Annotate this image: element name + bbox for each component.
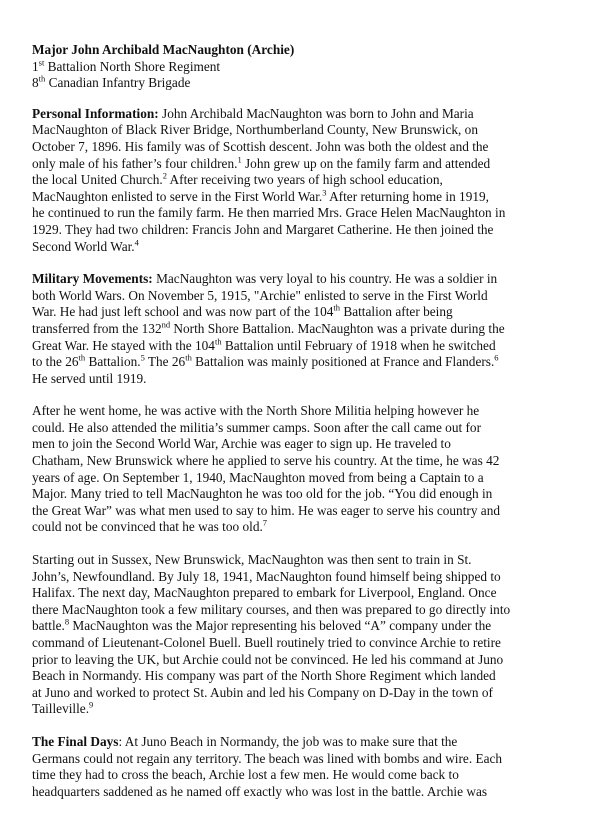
- text-run: Tailleville.: [32, 701, 90, 717]
- text-run: : At Juno Beach in Normandy, the job was to make sure that the: [118, 733, 458, 749]
- text-run: he continued to run the family farm. He then married Mrs. Grace Helen MacNaughton in: [32, 205, 506, 221]
- text-run: both World Wars. On November 5, 1915, "Archie" enlisted to serve in the First World: [32, 287, 488, 303]
- text-run: October 7, 1896. His family was of Scottish descent. John was both the oldest and the: [32, 138, 489, 154]
- superscript: 3: [322, 187, 327, 198]
- text-line: [32, 668, 560, 685]
- text-line: [32, 371, 560, 388]
- paragraph: [32, 106, 560, 255]
- text-line: [32, 618, 560, 635]
- text-line: [32, 139, 560, 156]
- text-line: [32, 222, 560, 239]
- text-line: [32, 321, 560, 338]
- text-line: [32, 635, 560, 652]
- superscript: nd: [161, 319, 171, 330]
- text-line: [32, 652, 560, 669]
- superscript: 2: [162, 170, 167, 181]
- brigade-number: 8: [32, 75, 39, 91]
- text-line: [32, 784, 560, 801]
- text-run: Great War. He stayed with the 104: [32, 337, 215, 353]
- text-run: command of Lieutenant-Colonel Buell. Buell routinely tried to convince Archie to retire: [32, 635, 501, 650]
- paragraph: [32, 403, 560, 536]
- brigade-line: [32, 75, 560, 92]
- text-run: 1929. They had two children: Francis John and Margaret Catherine. He then joined the: [32, 221, 494, 237]
- text-run: War. He had just left school and was now part of the 104: [32, 304, 334, 320]
- text-run: John grew up on the family farm and attended: [241, 155, 491, 171]
- brigade-name: Canadian Infantry Brigade: [45, 75, 191, 91]
- text-line: [32, 205, 560, 222]
- text-line: [32, 189, 560, 206]
- text-line: [32, 436, 560, 453]
- text-run: at Juno and worked to protect St. Aubin and led his Company on D-Day in the town of: [32, 684, 493, 700]
- paragraph: [32, 734, 560, 800]
- text-run: men to join the Second World War, Archie was eager to sign up. He traveled to: [32, 436, 451, 452]
- text-line: [32, 288, 560, 305]
- text-run: could not be convinced that he was too old.: [32, 519, 263, 535]
- text-line: [32, 239, 560, 256]
- text-run: years of age. On September 1, 1940, MacNaughton moved from being a Captain to a: [32, 469, 484, 485]
- text-run: Battalion after being: [340, 304, 453, 320]
- text-run: the local United Church.: [32, 172, 163, 188]
- text-run: headquarters saddened as he named off exactly who was lost in the battle. Archie was: [32, 783, 488, 799]
- text-run: After he went home, he was active with the North Shore Militia helping however he: [32, 403, 480, 419]
- unit-name: Battalion North Shore Regiment: [44, 58, 221, 74]
- superscript: th: [78, 352, 86, 363]
- text-run: could. He also attended the militia’s summer camps. Soon after the call came out for: [32, 419, 482, 435]
- superscript: 9: [89, 699, 94, 710]
- text-run: MacNaughton was very loyal to his country. He was a soldier in: [156, 271, 498, 287]
- document-header: [32, 42, 560, 92]
- text-run: battle.: [32, 618, 65, 634]
- text-run: Halifax. The next day, MacNaughton prepared to embark for Liverpool, England. Once: [32, 585, 497, 601]
- text-line: [32, 156, 560, 173]
- text-run: Battalion was mainly positioned at France and Flanders.: [191, 354, 495, 370]
- text-run: Germans could not regain any territory. The beach was lined with bombs and wire. Each: [32, 750, 503, 766]
- text-run: prior to leaving the UK, but Archie could not be convinced. He led his command at Juno: [32, 651, 504, 667]
- text-run: The 26: [144, 354, 186, 370]
- text-line: [32, 552, 560, 569]
- text-run: Second World War.: [32, 238, 135, 254]
- text-line: [32, 420, 560, 437]
- text-line: [32, 106, 560, 123]
- text-run: transferred from the 132: [32, 320, 162, 336]
- text-line: [32, 122, 560, 139]
- unit-number: 1: [32, 58, 39, 74]
- text-run: Battalion.: [85, 354, 141, 370]
- text-line: [32, 304, 560, 321]
- text-run: He served until 1919.: [32, 370, 147, 386]
- superscript: 1: [237, 154, 242, 165]
- unit-line: [32, 59, 560, 76]
- section-heading: Personal Information:: [32, 105, 159, 121]
- superscript: th: [214, 336, 222, 347]
- text-run: time they had to cross the beach, Archie lost a few men. He would come back to: [32, 767, 459, 783]
- text-run: North Shore Battalion. MacNaughton was a private during the: [170, 320, 505, 336]
- text-line: [32, 403, 560, 420]
- text-line: [32, 585, 560, 602]
- section-heading: Military Movements:: [32, 271, 153, 287]
- text-line: [32, 519, 560, 536]
- text-line: [32, 503, 560, 520]
- superscript: 5: [140, 352, 145, 363]
- text-line: [32, 453, 560, 470]
- section-heading: The Final Days: [32, 733, 119, 749]
- text-line: [32, 172, 560, 189]
- text-line: [32, 602, 560, 619]
- text-line: [32, 338, 560, 355]
- text-line: [32, 271, 560, 288]
- text-run: Battalion until February of 1918 when he switched: [221, 337, 496, 353]
- text-run: Chatham, New Brunswick where he applied to serve his country. At the time, he was 42: [32, 453, 500, 469]
- superscript: th: [185, 352, 192, 363]
- text-run: John’s, Newfoundland. By July 18, 1941, MacNaughton found himself being shipped to: [32, 568, 501, 584]
- text-run: MacNaughton of Black River Bridge, Northumberland County, New Brunswick, on: [32, 122, 478, 138]
- text-run: MacNaughton was the Major representing his beloved “A” company under the: [69, 618, 492, 634]
- unit-ordinal: st: [38, 57, 45, 68]
- text-run: Starting out in Sussex, New Brunswick, MacNaughton was then sent to train in St.: [32, 552, 472, 568]
- brigade-ordinal: th: [38, 73, 46, 84]
- text-line: [32, 701, 560, 718]
- text-line: [32, 767, 560, 784]
- text-run: John Archibald MacNaughton was born to John and Maria: [162, 105, 474, 121]
- document-body: [32, 106, 560, 801]
- text-line: [32, 734, 560, 751]
- text-run: Major. Many tried to tell MacNaughton he was too old for the job. “You did enough in: [32, 486, 493, 502]
- text-run: only male of his father’s four children.: [32, 155, 238, 171]
- text-line: [32, 486, 560, 503]
- superscript: th: [333, 302, 340, 313]
- text-run: After receiving two years of high school education,: [166, 172, 443, 188]
- text-line: [32, 354, 560, 371]
- text-run: Beach in Normandy. His company was part of the North Shore Regiment which landed: [32, 668, 496, 684]
- text-line: [32, 569, 560, 586]
- text-run: After returning home in 1919,: [326, 188, 489, 204]
- document-title: Major John Archibald MacNaughton (Archie): [32, 42, 295, 57]
- superscript: 7: [262, 518, 268, 529]
- text-line: [32, 751, 560, 768]
- superscript: 8: [64, 616, 70, 627]
- text-run: MacNaughton enlisted to serve in the First World War.: [32, 188, 323, 204]
- text-line: [32, 470, 560, 487]
- superscript: 6: [494, 352, 499, 363]
- text-run: there MacNaughton took a few military courses, and then was prepared to go directly into: [32, 601, 511, 617]
- paragraph: [32, 271, 560, 387]
- text-line: [32, 685, 560, 702]
- paragraph: [32, 552, 560, 718]
- superscript: 4: [134, 237, 139, 248]
- text-run: the Great War” was what men used to say to him. He was eager to serve his country and: [32, 502, 500, 518]
- text-run: to the 26: [32, 354, 79, 370]
